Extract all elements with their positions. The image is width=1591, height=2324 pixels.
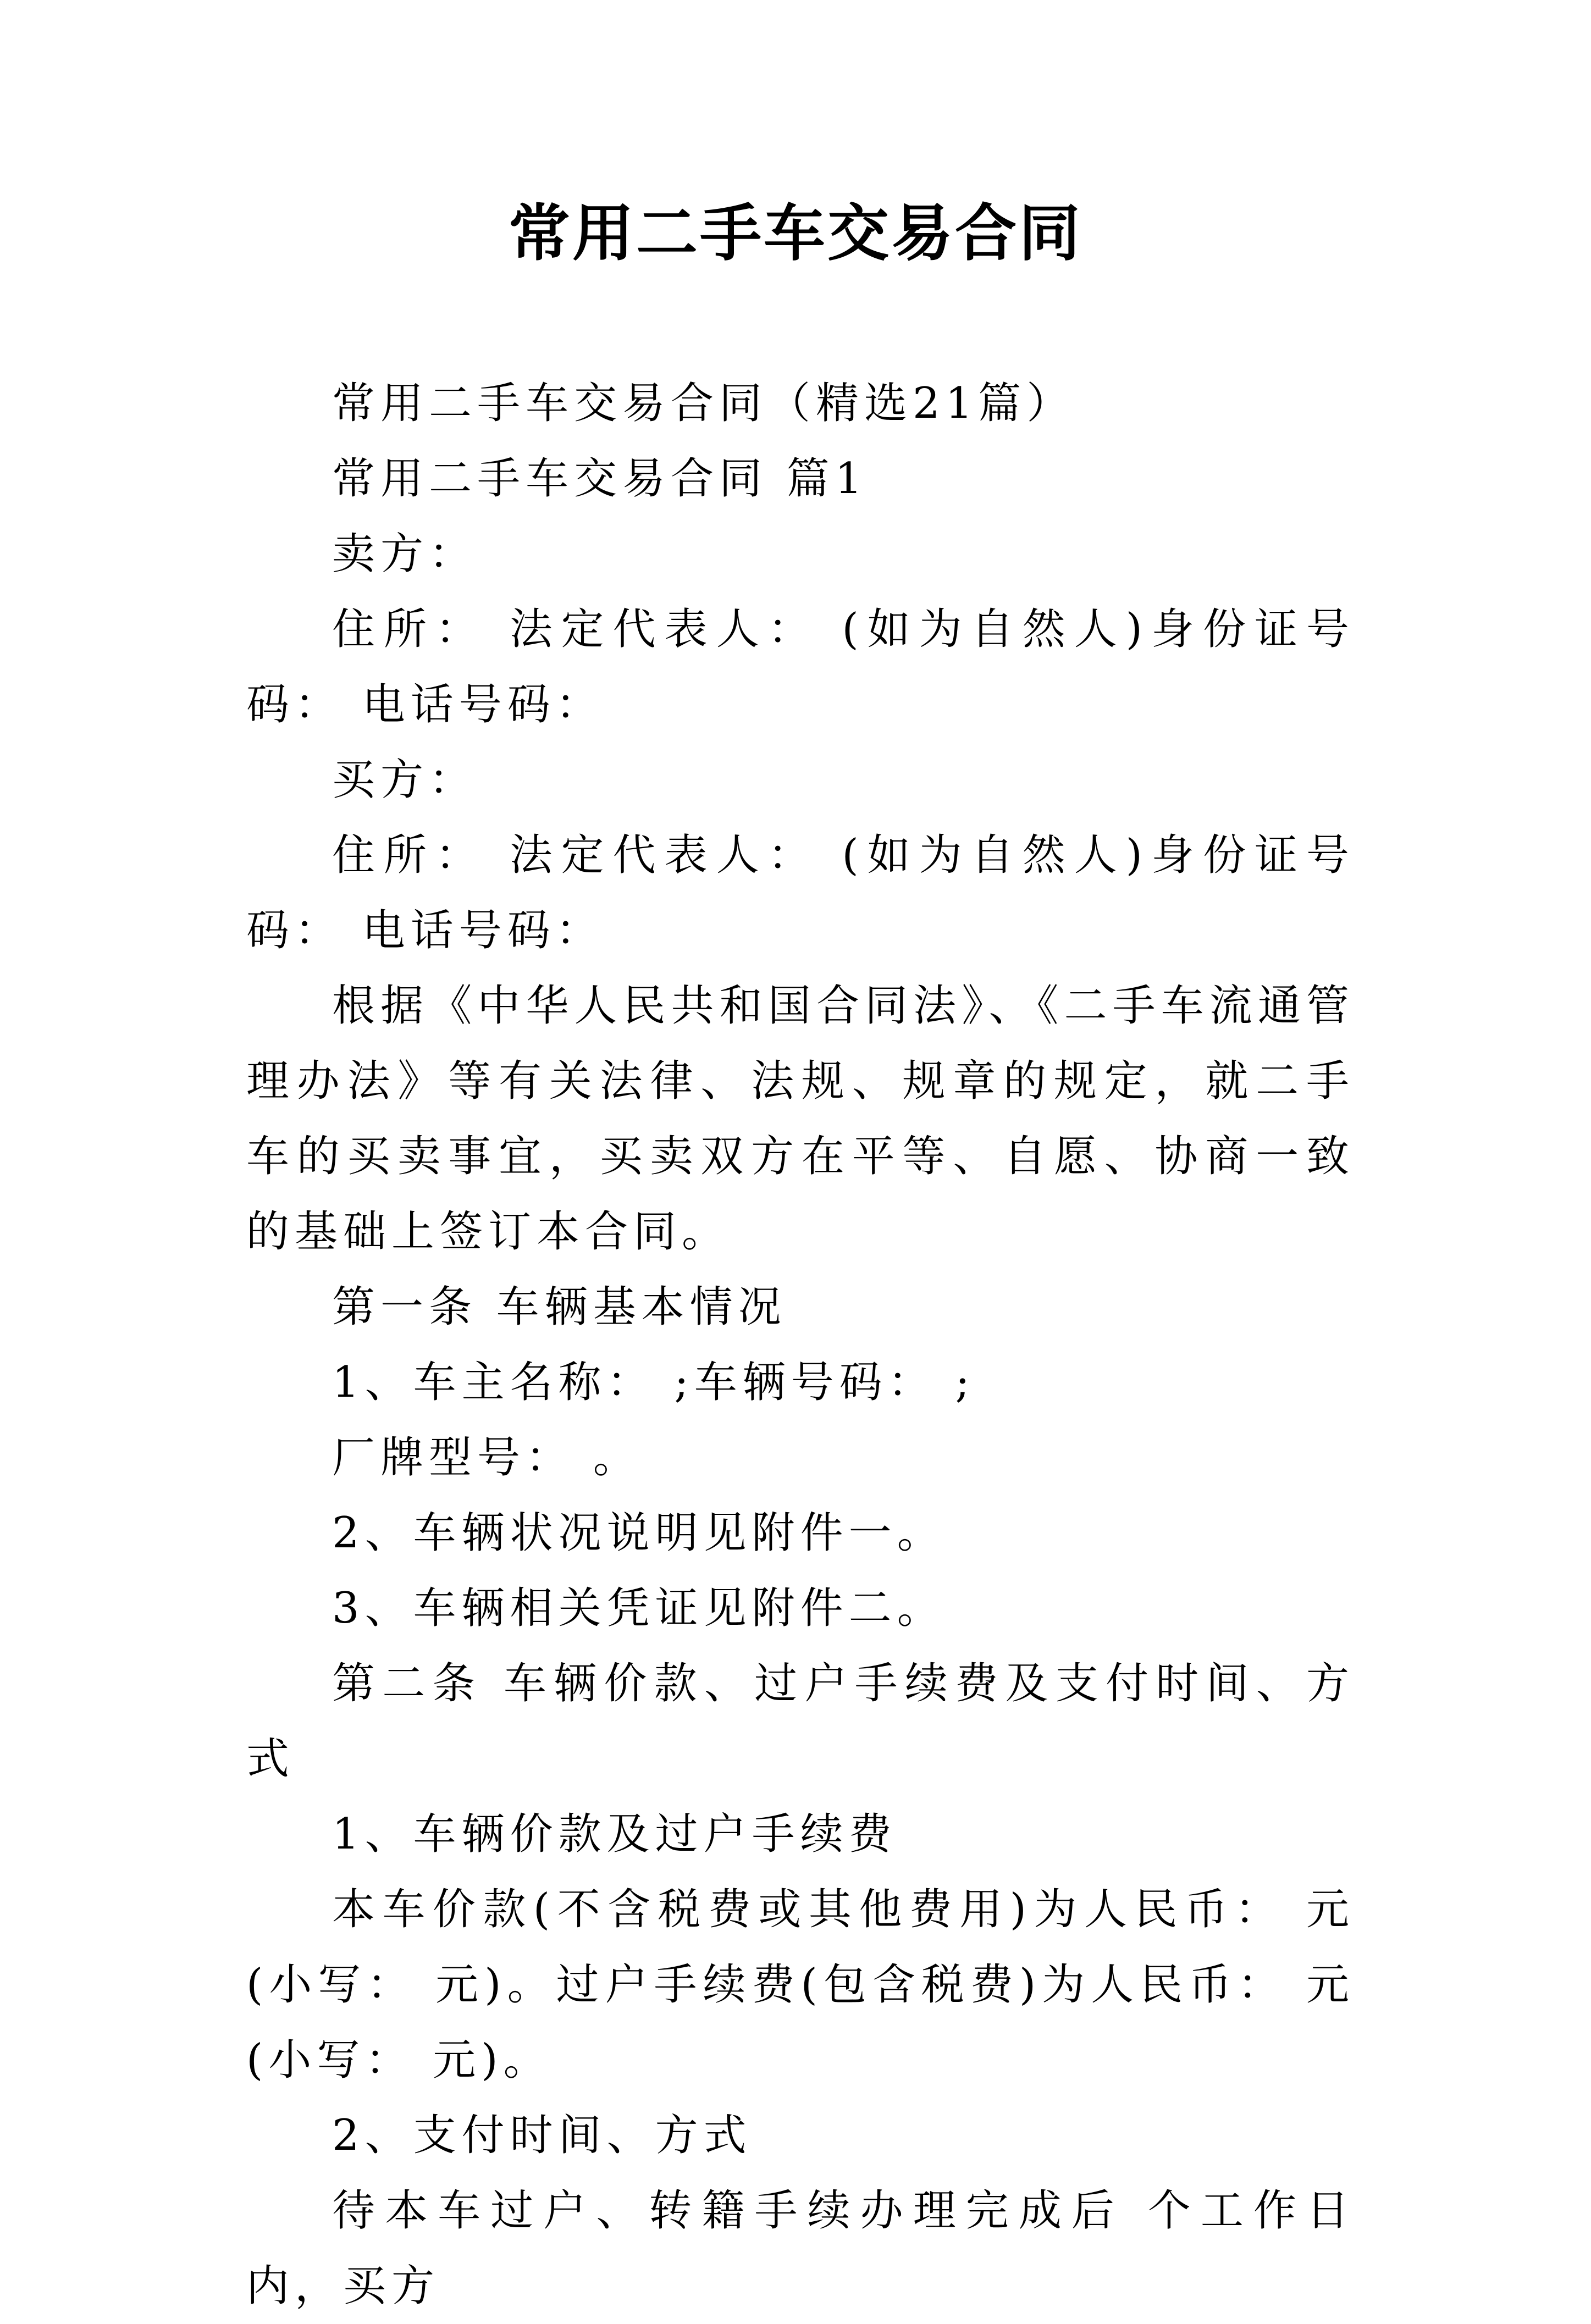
paragraph-payment-details: 待本车过户、转籍手续办理完成后 个工作日内，买方 <box>246 2186 1355 2311</box>
paragraph-condition: 2、车辆状况说明见附件一。 <box>332 1508 946 1558</box>
paragraph-collection-heading: 常用二手车交易合同（精选21篇） <box>332 379 1075 428</box>
paragraph-seller: 卖方： <box>332 529 478 579</box>
paragraph-price-details: 本车价款(不含税费或其他费用)为人民币： 元(小写： 元)。过户手续费(包含税费)为人民币： 元(小写： 元)。 <box>246 1885 1355 2085</box>
paragraph-buyer-details: 住所： 法定代表人： (如为自然人)身份证号码： 电话号码： <box>246 831 1355 955</box>
paragraph-clause-2-heading: 第二条 车辆价款、过户手续费及支付时间、方式 <box>246 1659 1355 1784</box>
paragraph-model: 厂牌型号： 。 <box>332 1433 642 1482</box>
document-body <box>246 366 1355 2324</box>
paragraph-buyer: 买方： <box>332 755 478 805</box>
paragraph-legal-basis: 根据《中华人民共和国合同法》、《二手车流通管理办法》等有关法律、法规、规章的规定，就二手车的买卖事宜，买卖双方在平等、自愿、协商一致的基础上签订本合同。 <box>246 981 1355 1257</box>
paragraph-clause-1-heading: 第一条 车辆基本情况 <box>332 1282 787 1332</box>
paragraph-seller-details: 住所： 法定代表人： (如为自然人)身份证号码： 电话号码： <box>246 605 1355 729</box>
paragraph-documents: 3、车辆相关凭证见附件二。 <box>332 1584 946 1633</box>
paragraph-article-heading: 常用二手车交易合同 篇1 <box>332 454 868 503</box>
paragraph-owner-plate: 1、车主名称： ;车辆号码： ; <box>332 1358 975 1407</box>
document-title: 常用二手车交易合同 <box>509 197 1082 269</box>
paragraph-payment-heading: 2、支付时间、方式 <box>332 2111 752 2160</box>
paragraph-price-heading: 1、车辆价款及过户手续费 <box>332 1810 897 1859</box>
